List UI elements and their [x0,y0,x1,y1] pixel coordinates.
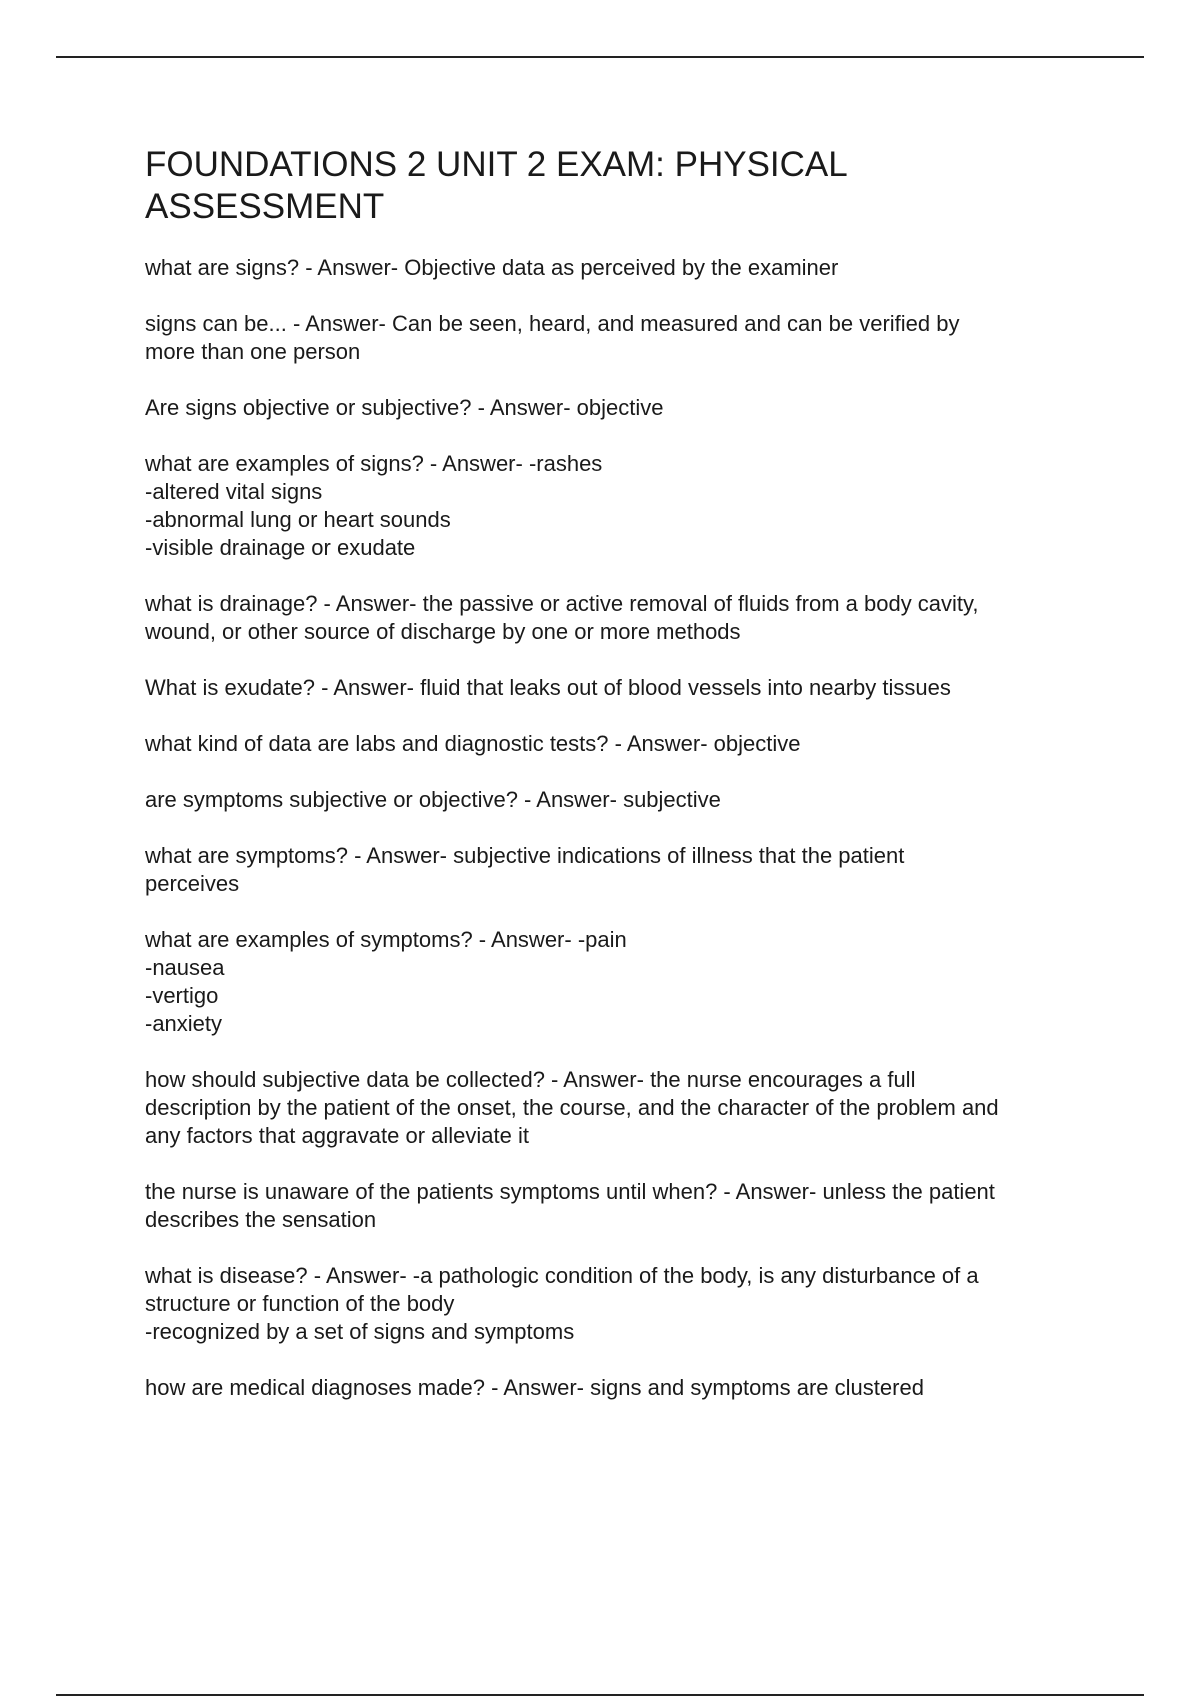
document-title: FOUNDATIONS 2 UNIT 2 EXAM: PHYSICAL ASSESSMENT [145,145,848,226]
document-body [145,144,1105,1430]
qa-item: what kind of data are labs and diagnostic tests? - Answer- objective [145,731,801,756]
qa-item: the nurse is unaware of the patients symptoms until when? - Answer- unless the patient describes the sensation [145,1179,995,1232]
top-divider [56,56,1144,58]
qa-item: Are signs objective or subjective? - Answer- objective [145,395,664,420]
bottom-divider [56,1694,1144,1696]
qa-item: how are medical diagnoses made? - Answer- signs and symptoms are clustered [145,1375,924,1400]
qa-item: what are examples of symptoms? - Answer- -pain -nausea -vertigo -anxiety [145,927,627,1036]
qa-item: What is exudate? - Answer- fluid that leaks out of blood vessels into nearby tissues [145,675,951,700]
qa-item: what are signs? - Answer- Objective data as perceived by the examiner [145,255,839,280]
qa-item: what are symptoms? - Answer- subjective indications of illness that the patient perceives [145,843,905,896]
qa-item: are symptoms subjective or objective? - Answer- subjective [145,787,721,812]
qa-item: how should subjective data be collected? - Answer- the nurse encourages a full description by the patient of the onset, the course, and the character of the problem and any factors that aggravate or alleviate it [145,1067,999,1148]
qa-item: what is drainage? - Answer- the passive or active removal of fluids from a body cavity, wound, or other source of discharge by one or more methods [145,591,979,644]
qa-item: what is disease? - Answer- -a pathologic condition of the body, is any disturbance of a structure or function of the body -recognized by a set of signs and symptoms [145,1263,979,1344]
qa-item: signs can be... - Answer- Can be seen, heard, and measured and can be verified by more than one person [145,311,960,364]
qa-item: what are examples of signs? - Answer- -rashes -altered vital signs -abnormal lung or heart sounds -visible drainage or exudate [145,451,603,560]
